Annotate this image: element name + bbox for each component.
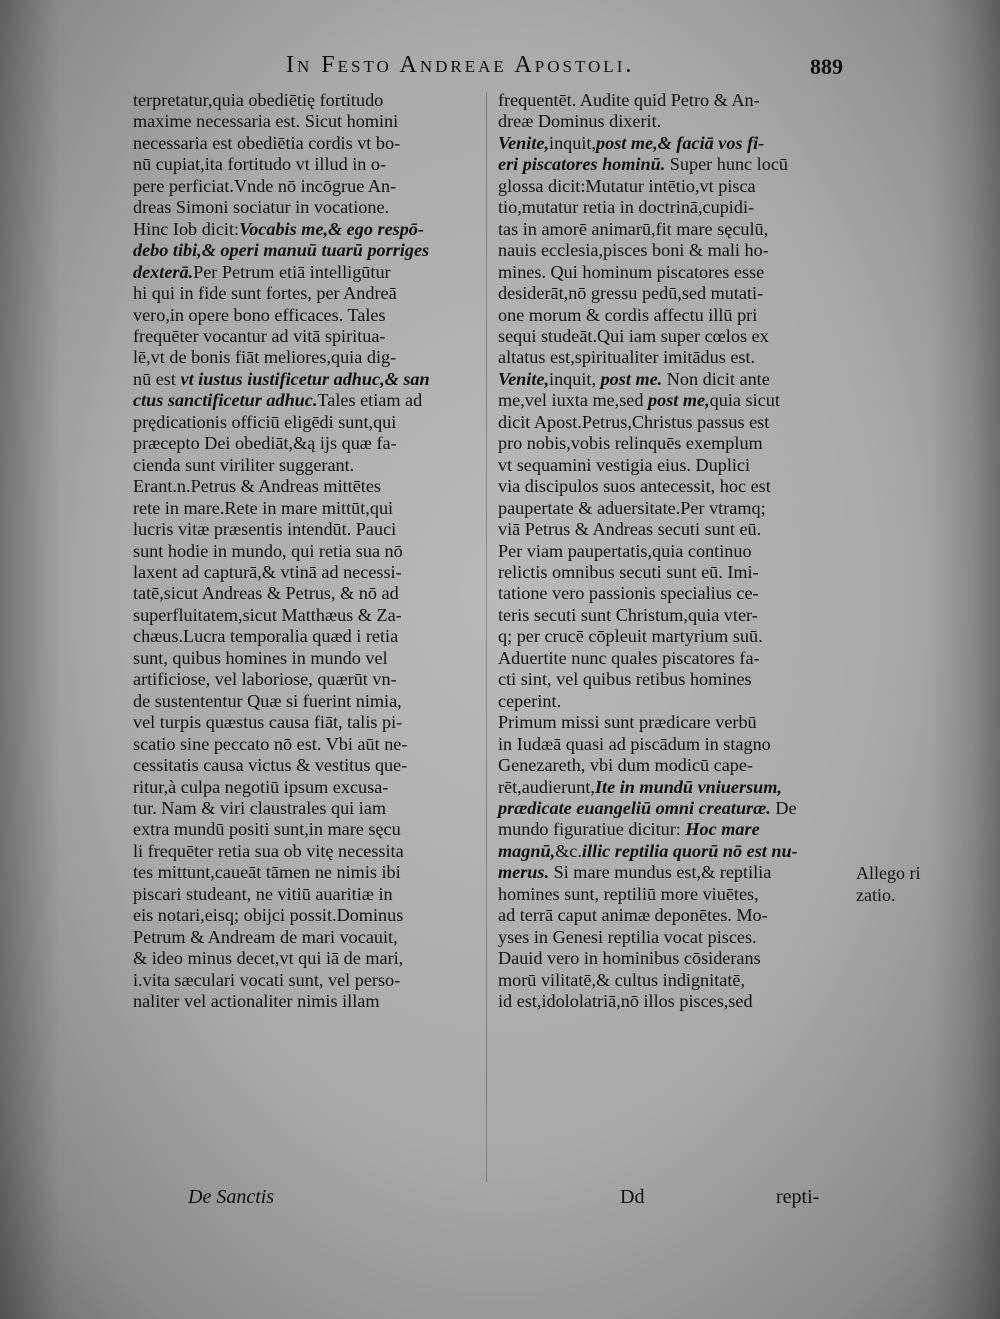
text-segment: præcepto Dei obediāt,&ą ijs quæ fa-: [133, 433, 397, 454]
text-line: [133, 562, 478, 583]
marginal-note: [856, 862, 921, 906]
text-line: [498, 176, 843, 197]
text-segment: terpretatur,quia obediētię fortitudo: [133, 90, 384, 110]
text-line: [498, 262, 843, 283]
text-segment: altatus est,spiritualiter imitādus est.: [498, 347, 756, 368]
right-text-column: [498, 90, 843, 1012]
text-line: [498, 90, 843, 111]
text-segment: artificiose, vel laboriose, quærūt vn-: [133, 669, 397, 690]
italic-quotation: magnū,: [498, 840, 556, 861]
text-segment: yses in Genesi reptilia vocat pisces.: [498, 926, 757, 947]
text-segment: paupertate & aduersitate.Per vtramq;: [498, 497, 766, 518]
text-segment: superfluitatem,sicut Matthæus & Za-: [133, 604, 402, 625]
text-line: [133, 154, 478, 175]
text-segment: tatē,sicut Andreas & Petrus, & nō ad: [133, 583, 399, 604]
text-line: [498, 734, 843, 755]
text-line: [498, 305, 843, 326]
text-line: [133, 476, 478, 497]
text-segment: viā Petrus & Andreas secuti sunt eū.: [498, 519, 762, 540]
italic-quotation: ctus sanctificetur adhuc.: [133, 390, 318, 411]
text-line: [498, 240, 843, 261]
text-segment: ceperint.: [498, 690, 562, 711]
text-line: [498, 519, 843, 540]
text-segment: cti sint, vel quibus retibus homines: [498, 669, 752, 690]
signature-mark: Dd: [620, 1186, 645, 1208]
text-line: [498, 970, 843, 991]
text-line: [498, 755, 843, 776]
text-line: [498, 133, 843, 154]
text-segment: ritur,à culpa negotiū ipsum excusa-: [133, 776, 389, 797]
page-number: 889: [810, 54, 843, 79]
text-segment: piscari studeant, ne vitiū auaritiæ in: [133, 883, 393, 904]
text-segment: id est,idololatriā,nō illos pisces,sed: [498, 991, 753, 1012]
running-head: In Festo Andreae Apostoli.: [286, 52, 635, 78]
text-segment: lē,vt de bonis fiāt meliores,quia dig-: [133, 347, 397, 368]
italic-quotation: Ite in mundū vniuersum,: [594, 776, 782, 797]
text-line: [498, 433, 843, 454]
text-segment: me,vel iuxta me,sed: [498, 390, 649, 411]
text-line: [498, 111, 843, 132]
text-segment: rēt,audierunt,: [498, 776, 595, 797]
text-line: [133, 176, 478, 197]
text-line: [133, 197, 478, 218]
text-line: [133, 970, 478, 991]
text-segment: rete in mare.Rete in mare mittūt,qui: [133, 497, 394, 518]
text-line: [498, 326, 843, 347]
text-line: [133, 777, 478, 798]
text-line: [498, 347, 843, 368]
text-line: [133, 219, 478, 240]
text-line: [133, 669, 478, 690]
text-segment: mines. Qui hominum piscatores esse: [498, 261, 765, 282]
text-line: [498, 412, 843, 433]
text-line: [133, 133, 478, 154]
text-line: [133, 841, 478, 862]
text-line: [133, 111, 478, 132]
text-segment: scatio sine peccato nō est. Vbi aūt ne-: [133, 733, 408, 754]
text-segment: frequēter vocantur ad vitā spiritua-: [133, 325, 386, 346]
italic-quotation: Vocabis me,& ego respō-: [239, 218, 424, 239]
text-line: [133, 283, 478, 304]
text-segment: sunt hodie in mundo, qui retia sua nō: [133, 540, 403, 561]
text-segment: teris secuti sunt Christum,quia vter-: [498, 604, 758, 625]
italic-quotation: post me,& faciā vos fi-: [596, 132, 765, 153]
text-segment: ad terrā caput animæ deponētes. Mo-: [498, 905, 768, 926]
text-line: [498, 390, 843, 411]
text-line: [133, 90, 478, 111]
column-gutter: [486, 92, 487, 1182]
text-line: [498, 948, 843, 969]
text-line: [133, 369, 478, 390]
text-line: [498, 841, 843, 862]
text-line: [498, 154, 843, 175]
text-segment: de sustententur Quæ si fuerint nimia,: [133, 690, 402, 711]
text-segment: pere perficiat.Vnde nō incōgrue An-: [133, 175, 397, 196]
text-segment: Non dicit ante: [662, 368, 770, 389]
text-segment: tas in amorē animarū,fit mare sęculū,: [498, 218, 769, 239]
text-segment: dreæ Dominus dixerit.: [498, 111, 662, 132]
text-line: [498, 712, 843, 733]
text-segment: cessitatis causa victus & vestitus que-: [133, 755, 408, 776]
text-segment: tes mittunt,caueāt tāmen ne nimis ibi: [133, 862, 401, 883]
italic-quotation: prædicate euangeliū omni creaturæ.: [498, 797, 771, 818]
text-line: [498, 798, 843, 819]
italic-quotation: Venite,: [498, 368, 550, 389]
text-line: [133, 583, 478, 604]
text-line: [498, 691, 843, 712]
text-segment: relictis omnibus secuti sunt eū. Imi-: [498, 561, 759, 582]
italic-quotation: dexterā.: [133, 261, 194, 282]
text-segment: Super hunc locū: [665, 154, 788, 175]
text-line: [133, 734, 478, 755]
text-line: [498, 605, 843, 626]
text-segment: glossa dicit:Mutatur intētio,vt pisca: [498, 175, 756, 196]
text-line: [133, 862, 478, 883]
text-line: [133, 626, 478, 647]
text-segment: necessaria est obediētia cordis vt bo-: [133, 132, 401, 153]
text-segment: dicit Apost.Petrus,Christus passus est: [498, 411, 770, 432]
text-line: [133, 884, 478, 905]
italic-quotation: post me.: [600, 368, 663, 389]
scan-shadow-left: [0, 0, 60, 1319]
text-line: [133, 648, 478, 669]
catchword-left: De Sanctis: [188, 1186, 275, 1208]
text-segment: one morum & cordis affectu illū pri: [498, 304, 758, 325]
text-segment: nū cupiat,ita fortitudo vt illud in o-: [133, 154, 387, 175]
text-line: [498, 219, 843, 240]
text-segment: Aduertite nunc quales piscatores fa-: [498, 647, 760, 668]
text-segment: q; per crucē cōpleuit martyrium suū.: [498, 626, 763, 647]
text-segment: inquit,: [549, 132, 597, 153]
text-segment: De: [770, 797, 797, 818]
text-line: [133, 712, 478, 733]
text-segment: chæus.Lucra temporalia quæd i retia: [133, 626, 399, 647]
text-line: [133, 390, 478, 411]
text-line: [133, 755, 478, 776]
text-line: [133, 691, 478, 712]
text-segment: vt sequamini vestigia eius. Duplici: [498, 454, 751, 475]
text-segment: nauis ecclesia,pisces boni & mali ho-: [498, 240, 769, 261]
text-line: [133, 240, 478, 261]
italic-quotation: illic reptilia quorū nō est nu-: [581, 840, 798, 861]
text-segment: in Iudæā quasi ad piscādum in stagno: [498, 733, 771, 754]
text-segment: Per Petrum etiā intelligūtur: [193, 261, 391, 282]
text-line: [133, 262, 478, 283]
text-line: [498, 626, 843, 647]
catchword-right: repti-: [776, 1186, 820, 1208]
text-line: [133, 455, 478, 476]
text-line: [498, 884, 843, 905]
text-line: [498, 927, 843, 948]
text-segment: hi qui in fide sunt fortes, per Andreā: [133, 283, 397, 304]
italic-quotation: vt iustus iustificetur adhuc,& san: [180, 368, 430, 389]
scan-shadow-right: [930, 0, 1000, 1319]
text-line: [498, 455, 843, 476]
text-segment: nū est: [133, 368, 181, 389]
text-segment: vel turpis quæstus causa fiāt, talis pi-: [133, 712, 403, 733]
text-line: [498, 541, 843, 562]
text-line: [133, 798, 478, 819]
text-line: [133, 305, 478, 326]
text-segment: Dauid vero in hominibus cōsiderans: [498, 948, 761, 969]
text-segment: dreas Simoni sociatur in vocatione.: [133, 197, 390, 218]
text-line: [498, 862, 843, 883]
text-segment: sequi studeāt.Qui iam super cœlos ex: [498, 325, 769, 346]
text-segment: lucris vitæ præsentis intendūt. Pauci: [133, 519, 397, 540]
text-segment: Hinc Iob dicit:: [133, 218, 240, 239]
text-segment: Primum missi sunt prædicare verbū: [498, 712, 757, 733]
italic-quotation: Hoc mare: [685, 819, 760, 840]
italic-quotation: debo tibi,& operi manuū tuarū porriges: [133, 240, 430, 261]
text-segment: prędicationis officiū eligēdi sunt,qui: [133, 411, 397, 432]
text-segment: tio,mutatur retia in doctrinā,cupidi-: [498, 197, 755, 218]
text-line: [498, 498, 843, 519]
text-line: [498, 777, 843, 798]
italic-quotation: post me,: [648, 390, 710, 411]
text-line: [133, 498, 478, 519]
text-segment: homines sunt, reptiliū more viuētes,: [498, 883, 759, 904]
text-line: [498, 562, 843, 583]
text-line: [498, 369, 843, 390]
text-line: [133, 412, 478, 433]
text-line: [133, 905, 478, 926]
text-line: [498, 991, 843, 1012]
text-line: [133, 927, 478, 948]
text-line: [133, 347, 478, 368]
text-segment: & ideo minus decet,vt qui iā de mari,: [133, 948, 404, 969]
text-segment: frequentēt. Audite quid Petro & An-: [498, 90, 760, 110]
text-segment: tur. Nam & viri claustrales qui iam: [133, 797, 387, 818]
text-segment: desiderāt,nō gressu pedū,sed mutati-: [498, 283, 764, 304]
text-segment: li frequēter retia sua ob vitę necessita: [133, 840, 404, 861]
text-segment: Erant.n.Petrus & Andreas mittētes: [133, 476, 382, 497]
italic-quotation: merus.: [498, 862, 550, 883]
text-line: [498, 905, 843, 926]
text-segment: Genezareth, vbi dum modicū cape-: [498, 755, 754, 776]
text-segment: eis notari,eisq; obijci possit.Dominus: [133, 905, 404, 926]
text-segment: pro nobis,vobis relinquēs exemplum: [498, 433, 763, 454]
text-segment: mundo figuratiue dicitur:: [498, 819, 686, 840]
text-line: [133, 819, 478, 840]
text-line: [498, 648, 843, 669]
text-segment: naliter vel actionaliter nimis illam: [133, 991, 380, 1012]
text-line: [133, 433, 478, 454]
text-segment: morū vilitatē,& cultus indignitatē,: [498, 969, 746, 990]
text-segment: i.vita sæculari vocati sunt, vel perso-: [133, 969, 401, 990]
text-segment: extra mundū positi sunt,in mare sęcu: [133, 819, 401, 840]
text-line: [133, 948, 478, 969]
text-line: [498, 819, 843, 840]
text-segment: maxime necessaria est. Sicut homini: [133, 111, 399, 132]
text-segment: cienda sunt viriliter suggerant.: [133, 454, 355, 475]
left-text-column: [133, 90, 478, 1012]
text-segment: &c.: [555, 840, 582, 861]
text-segment: Per viam paupertatis,quia continuo: [498, 540, 752, 561]
text-line: [133, 519, 478, 540]
italic-quotation: eri piscatores hominū.: [498, 154, 666, 175]
text-segment: Petrum & Andream de mari vocauit,: [133, 926, 398, 947]
text-segment: inquit,: [549, 368, 601, 389]
text-line: [498, 283, 843, 304]
text-segment: laxent ad capturā,& vtinā ad necessi-: [133, 561, 402, 582]
text-line: [498, 476, 843, 497]
text-segment: Tales etiam ad: [317, 390, 423, 411]
marginal-note-line: Allego ri: [856, 863, 921, 883]
text-line: [133, 541, 478, 562]
text-line: [498, 669, 843, 690]
text-segment: vero,in opere bono efficaces. Tales: [133, 304, 386, 325]
text-line: [133, 605, 478, 626]
marginal-note-line: zatio.: [856, 885, 896, 905]
italic-quotation: Venite,: [498, 132, 550, 153]
text-line: [133, 326, 478, 347]
text-line: [133, 991, 478, 1012]
text-line: [498, 583, 843, 604]
text-segment: quia sicut: [709, 390, 780, 411]
text-segment: tatione vero passionis specialius ce-: [498, 583, 759, 604]
text-segment: sunt, quibus homines in mundo vel: [133, 647, 388, 668]
text-line: [498, 197, 843, 218]
text-segment: Si mare mundus est,& reptilia: [549, 862, 772, 883]
text-segment: via discipulos suos antecessit, hoc est: [498, 476, 771, 497]
